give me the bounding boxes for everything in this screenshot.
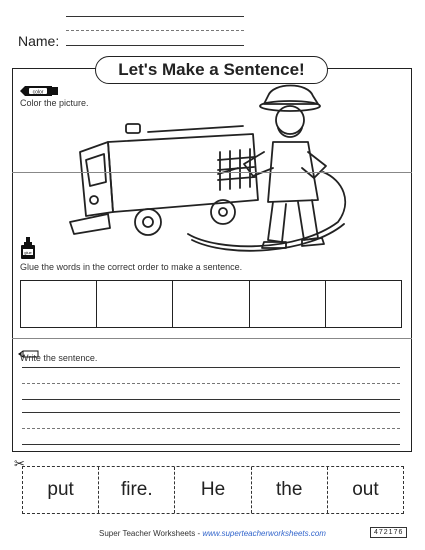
word-card[interactable]: He [175, 467, 251, 513]
section-divider [12, 172, 412, 173]
footer-url[interactable]: www.superteacherworksheets.com [202, 529, 326, 538]
word-card[interactable]: out [352, 479, 379, 500]
word-card[interactable]: the [252, 467, 328, 513]
name-line-top [66, 16, 244, 17]
name-input-line[interactable] [66, 45, 244, 46]
footer [0, 529, 425, 538]
section-divider [12, 338, 412, 339]
blank-box-1[interactable] [21, 281, 97, 327]
worksheet-code: 472176 [370, 527, 407, 538]
glue-bottle-icon [18, 236, 38, 265]
writing-line-mid [22, 428, 400, 429]
color-instruction: Color the picture. [20, 98, 89, 108]
word-card[interactable]: put [23, 467, 99, 513]
blank-box-4[interactable] [250, 281, 326, 327]
svg-text:glue: glue [24, 249, 32, 255]
writing-line-base[interactable] [22, 444, 400, 445]
writing-line-top[interactable] [22, 367, 400, 368]
blank-box-2[interactable] [97, 281, 173, 327]
word-card-row [22, 466, 404, 514]
name-label: Name: [18, 33, 60, 49]
writing-line-base[interactable] [22, 399, 400, 400]
writing-line-top[interactable] [22, 412, 400, 413]
write-instruction: Write the sentence. [20, 353, 98, 363]
footer-brand: Super Teacher Worksheets [99, 529, 196, 538]
sentence-blank-row [20, 280, 402, 328]
svg-text:color: color [32, 89, 44, 96]
blank-box-5[interactable] [326, 281, 401, 327]
footer-separator: - [197, 529, 201, 538]
blank-box-3[interactable] [173, 281, 249, 327]
scissors-icon: ✂ [14, 456, 25, 471]
worksheet-title: Let's Make a Sentence! [95, 56, 328, 84]
word-card[interactable]: fire. [99, 467, 175, 513]
glue-instruction: Glue the words in the correct order to make a sentence. [20, 262, 243, 272]
name-line-dashed [66, 30, 244, 31]
writing-line-mid [22, 383, 400, 384]
